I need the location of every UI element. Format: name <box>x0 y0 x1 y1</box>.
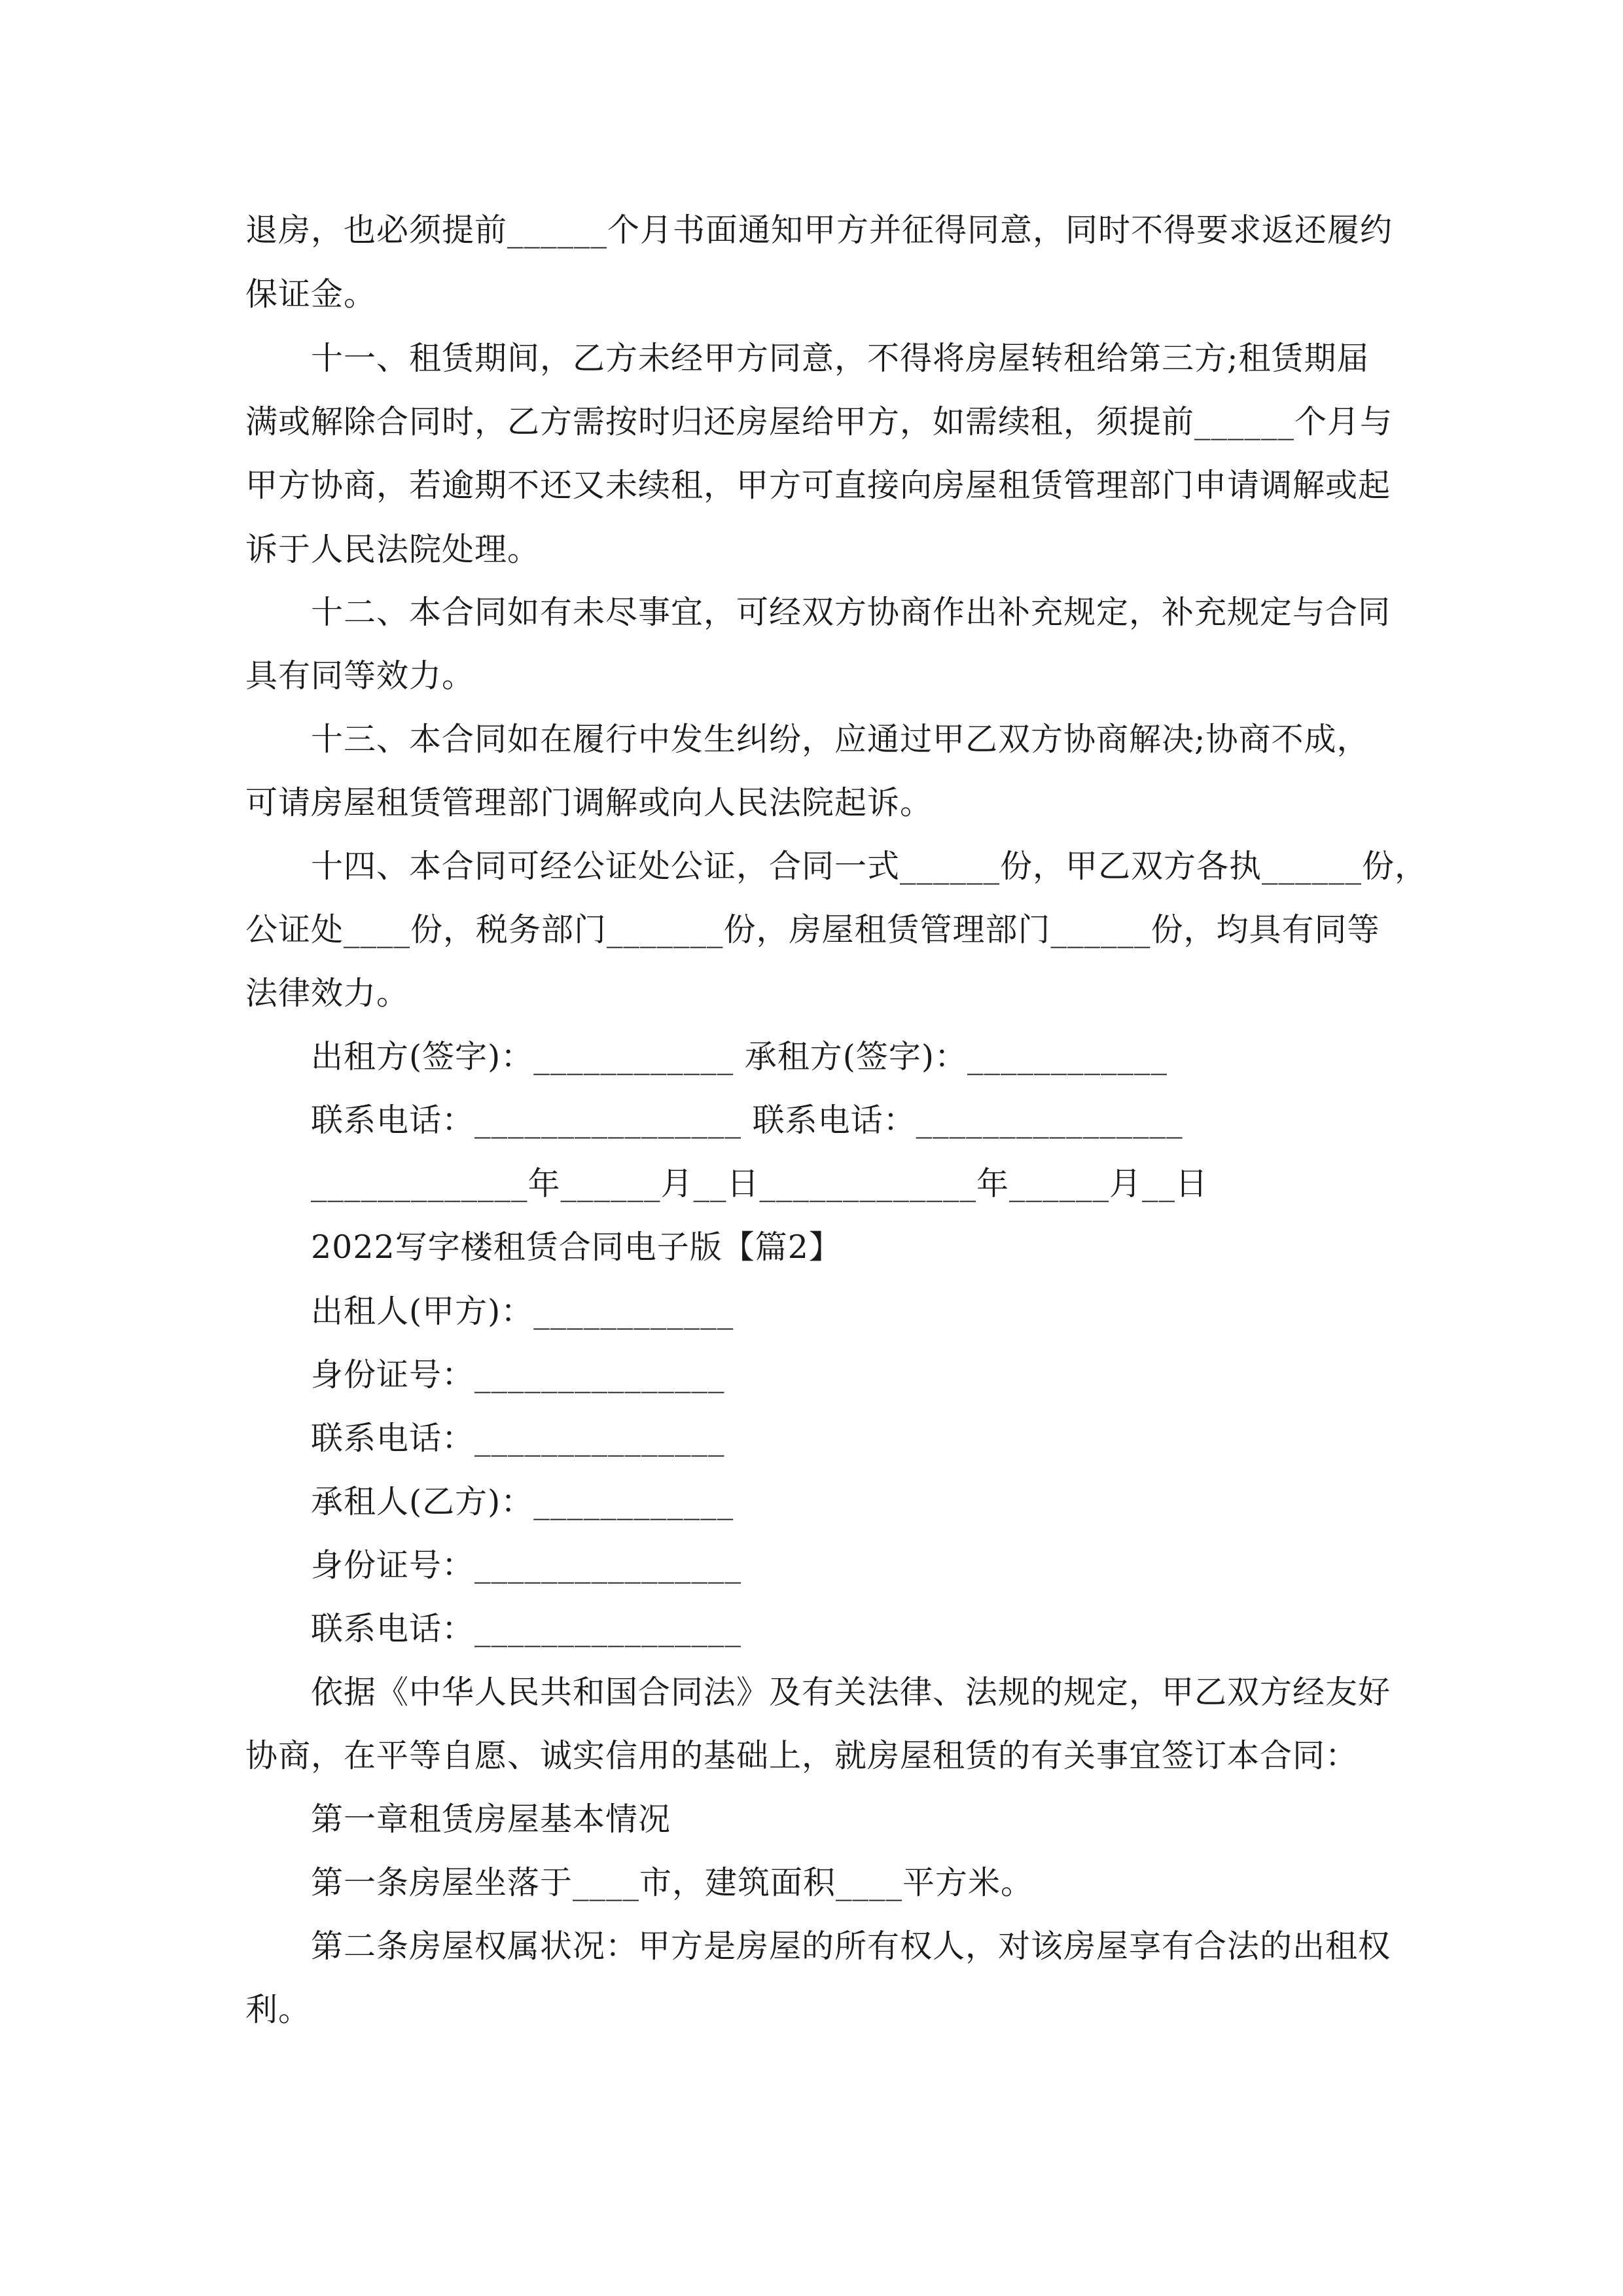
chapter-heading: 第一章租赁房屋基本情况 <box>311 1801 671 1838</box>
lessee-id-field: 身份证号：________________ <box>311 1547 742 1584</box>
lessor-field: 出租人(甲方)：____________ <box>311 1293 734 1330</box>
clause-14-line: 十四、本合同可经公证处公证，合同一式______份，甲乙双方各执______份， <box>311 848 1428 885</box>
preamble-line: 依据《中华人民共和国合同法》及有关法律、法规的规定，甲乙双方经友好 <box>311 1674 1391 1711</box>
text-line: 退房，也必须提前______个月书面通知甲方并征得同意，同时不得要求返还履约 <box>245 211 1393 249</box>
lessee-phone-field: 联系电话：________________ <box>311 1610 742 1647</box>
lessee-field: 承租人(乙方)：____________ <box>311 1483 734 1520</box>
text-line: 保证金。 <box>245 276 377 313</box>
text-line: 具有同等效力。 <box>245 657 475 694</box>
signature-line: 出租方(签字)：____________ 承租方(签字)：____________ <box>311 1038 1168 1075</box>
article-1-line: 第一条房屋坐落于____市，建筑面积____平方米。 <box>311 1864 1034 1901</box>
text-line: 可请房屋租赁管理部门调解或向人民法院起诉。 <box>245 784 933 821</box>
text-line: 满或解除合同时，乙方需按时归还房屋给甲方，如需续租，须提前______个月与 <box>245 403 1393 440</box>
text-line: 法律效力。 <box>245 975 410 1012</box>
text-line: 协商，在平等自愿、诚实信用的基础上，就房屋租赁的有关事宜签订本合同： <box>245 1737 1359 1774</box>
article-2-line: 第二条房屋权属状况：甲方是房屋的所有权人，对该房屋享有合法的出租权 <box>311 1928 1391 1965</box>
clause-13-line: 十三、本合同如在履行中发生纠纷，应通过甲乙双方协商解决;协商不成， <box>311 721 1370 758</box>
lessor-phone-field: 联系电话：_______________ <box>311 1420 725 1457</box>
clause-11-line: 十一、租赁期间，乙方未经甲方同意，不得将房屋转租给第三方;租赁期届 <box>311 340 1370 377</box>
text-line: 公证处____份，税务部门_______份，房屋租赁管理部门______份，均具有同等 <box>245 911 1380 948</box>
text-line: 利。 <box>245 1991 312 2028</box>
section-heading: 2022写字楼租赁合同电子版【篇2】 <box>311 1229 842 1266</box>
text-line: 甲方协商，若逾期不还又未续租，甲方可直接向房屋租赁管理部门申请调解或起 <box>245 467 1391 504</box>
lessor-id-field: 身份证号：_______________ <box>311 1356 725 1393</box>
text-line: 诉于人民法院处理。 <box>245 531 541 568</box>
date-line: _____________年______月__日_____________年______月__日 <box>311 1165 1208 1202</box>
clause-12-line: 十二、本合同如有未尽事宜，可经双方协商作出补充规定，补充规定与合同 <box>311 594 1391 631</box>
phone-line: 联系电话：________________ 联系电话：________________ <box>311 1102 1183 1139</box>
